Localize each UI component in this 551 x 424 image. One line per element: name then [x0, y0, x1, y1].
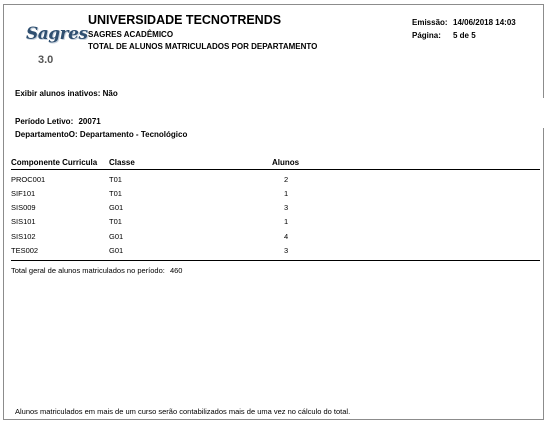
institution-title: UNIVERSIDADE TECNOTRENDS: [88, 13, 282, 27]
inativos-label: Exibir alunos inativos:: [15, 89, 101, 98]
cell-classe: T01: [109, 175, 122, 184]
col-header-componente: Componente Curricula: [11, 158, 98, 167]
col-header-classe: Classe: [109, 158, 135, 167]
footer-note: Alunos matriculados em mais de um curso serão contabilizados mais de uma vez no cálculo do total.: [15, 407, 351, 416]
total-geral: [11, 266, 182, 275]
emissao-value: 14/06/2018 14:03: [453, 18, 516, 27]
col-header-alunos: Alunos: [272, 158, 300, 167]
cell-componente: TES002: [11, 246, 39, 255]
periodo-value: 20071: [78, 117, 101, 126]
pagina-label: Página:: [412, 31, 441, 40]
cell-componente: SIS009: [11, 203, 36, 212]
logo-version: 3.0: [38, 54, 54, 66]
cell-classe: G01: [109, 203, 124, 212]
cell-alunos: 4: [284, 232, 289, 241]
cell-componente: SIF101: [11, 189, 36, 198]
report-title: TOTAL DE ALUNOS MATRICULADOS POR DEPARTAMENTO: [88, 42, 318, 51]
cell-alunos: 1: [284, 217, 289, 226]
departamento-label: DepartamentoO:: [15, 130, 78, 139]
departamento: [15, 130, 187, 139]
cell-classe: G01: [109, 232, 124, 241]
inativos-value: Não: [102, 89, 118, 98]
frame-gap-right: [543, 98, 551, 128]
footer-rule: [11, 260, 540, 261]
periodo-label: Período Letivo:: [15, 117, 74, 126]
cell-alunos: 2: [284, 175, 289, 184]
cell-componente: SIS102: [11, 232, 36, 241]
cell-alunos: 3: [284, 246, 289, 255]
cell-classe: T01: [109, 189, 122, 198]
frame-gap-left: [0, 98, 3, 128]
emissao-label: Emissão:: [412, 18, 448, 27]
total-label: Total geral de alunos matriculados no período:: [11, 266, 165, 275]
cell-classe: T01: [109, 217, 122, 226]
header-rule: [11, 169, 540, 170]
cell-componente: SIS101: [11, 217, 36, 226]
cell-componente: PROC001: [11, 175, 46, 184]
system-subtitle: SAGRES ACADÊMICO: [88, 30, 174, 39]
logo-word: Sagres: [26, 24, 88, 44]
cell-classe: G01: [109, 246, 124, 255]
departamento-value: Departamento - Tecnológico: [79, 130, 188, 139]
total-value: 460: [169, 266, 183, 275]
page-frame: [3, 4, 544, 420]
cell-alunos: 3: [284, 203, 289, 212]
periodo-letivo: [15, 117, 101, 126]
cell-alunos: 1: [284, 189, 289, 198]
inativos-filter: [15, 89, 118, 98]
pagina-value: 5 de 5: [453, 31, 476, 40]
sagres-logo: [20, 16, 88, 74]
